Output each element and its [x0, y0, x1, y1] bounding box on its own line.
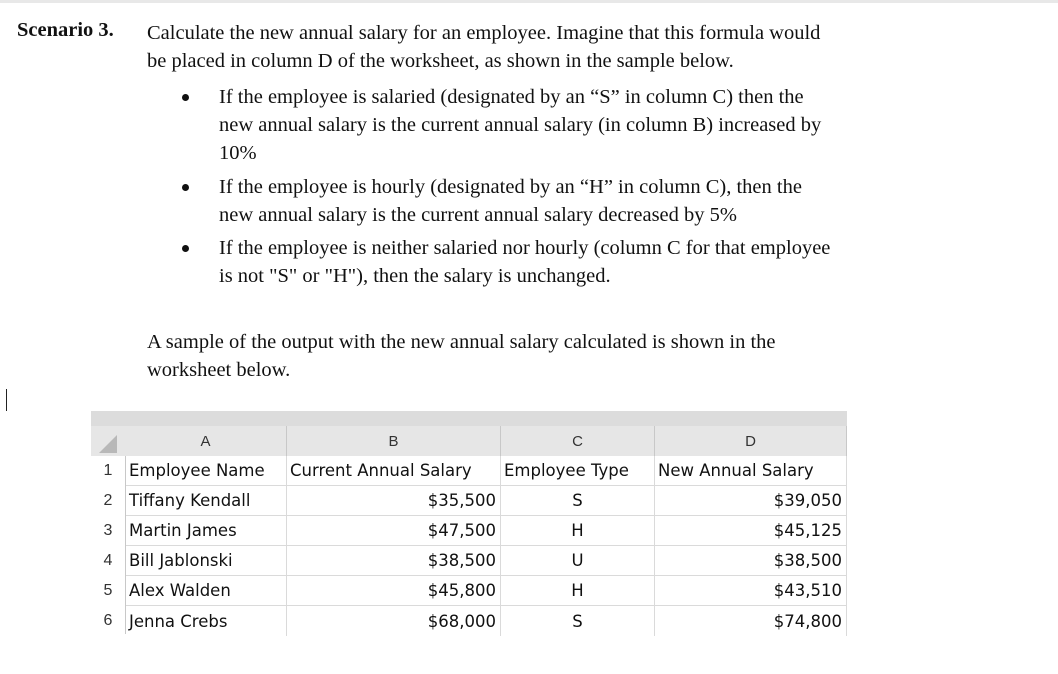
intro-paragraph — [147, 19, 820, 75]
cell-current-salary[interactable]: $47,500 — [287, 516, 501, 546]
cell-new-salary[interactable]: $45,125 — [655, 516, 847, 546]
bullet-line: new annual salary is the current annual salary (in column B) increased by — [219, 114, 822, 136]
bullet-dot-icon — [182, 94, 189, 101]
scenario-label: Scenario 3. — [17, 19, 114, 41]
cell-employee-name[interactable]: Bill Jablonski — [126, 546, 287, 576]
cell-employee-type[interactable]: H — [501, 576, 655, 606]
cell-employee-type[interactable]: S — [501, 606, 655, 636]
column-header-a[interactable]: A — [125, 426, 287, 456]
header-cell-current[interactable]: Current Annual Salary — [287, 456, 501, 486]
cell-current-salary[interactable]: $45,800 — [287, 576, 501, 606]
row-header-1[interactable]: 1 — [91, 456, 125, 486]
top-border — [0, 0, 1058, 3]
cell-new-salary[interactable]: $38,500 — [655, 546, 847, 576]
bullet-line: If the employee is neither salaried nor hourly (column C for that employee — [219, 237, 831, 259]
row-header-2[interactable]: 2 — [91, 486, 125, 516]
cell-new-salary[interactable]: $74,800 — [655, 606, 847, 636]
bullet-line: is not "S" or "H"), then the salary is unchanged. — [219, 265, 611, 287]
bullet-hourly — [219, 173, 802, 229]
sample-line: worksheet below. — [147, 359, 291, 381]
bullet-dot-icon — [182, 184, 189, 191]
cell-employee-type[interactable]: U — [501, 546, 655, 576]
select-all-triangle-icon — [99, 435, 117, 453]
cell-employee-name[interactable]: Jenna Crebs — [126, 606, 287, 636]
bullet-line: If the employee is hourly (designated by an “H” in column C), then the — [219, 176, 802, 198]
row-header-6[interactable]: 6 — [91, 606, 125, 636]
bullet-salaried — [219, 83, 821, 167]
text-cursor — [6, 389, 7, 411]
intro-line: be placed in column D of the worksheet, as shown in the sample below. — [147, 50, 734, 72]
header-cell-type[interactable]: Employee Type — [501, 456, 655, 486]
worksheet-top-bar — [91, 411, 847, 426]
cell-new-salary[interactable]: $43,510 — [655, 576, 847, 606]
sample-paragraph — [147, 328, 776, 384]
cell-new-salary[interactable]: $39,050 — [655, 486, 847, 516]
header-cell-name[interactable]: Employee Name — [126, 456, 287, 486]
worksheet — [91, 411, 847, 634]
column-header-c[interactable]: C — [501, 426, 655, 456]
bullet-line: If the employee is salaried (designated by an “S” in column C) then the — [219, 86, 804, 108]
column-header-d[interactable]: D — [655, 426, 847, 456]
row-header-5[interactable]: 5 — [91, 576, 125, 606]
cell-current-salary[interactable]: $68,000 — [287, 606, 501, 636]
cell-employee-name[interactable]: Martin James — [126, 516, 287, 546]
bullet-other — [219, 234, 830, 290]
intro-line: Calculate the new annual salary for an employee. Imagine that this formula would — [147, 22, 821, 44]
header-cell-new[interactable]: New Annual Salary — [655, 456, 847, 486]
row-header-4[interactable]: 4 — [91, 546, 125, 576]
cell-employee-type[interactable]: S — [501, 486, 655, 516]
cell-current-salary[interactable]: $38,500 — [287, 546, 501, 576]
cell-employee-type[interactable]: H — [501, 516, 655, 546]
bullet-dot-icon — [182, 245, 189, 252]
column-header-b[interactable]: B — [287, 426, 501, 456]
cell-employee-name[interactable]: Tiffany Kendall — [126, 486, 287, 516]
cell-current-salary[interactable]: $35,500 — [287, 486, 501, 516]
bullet-line: 10% — [219, 142, 257, 164]
sample-line: A sample of the output with the new annual salary calculated is shown in the — [147, 331, 776, 353]
bullet-line: new annual salary is the current annual salary decreased by 5% — [219, 204, 737, 226]
row-header-3[interactable]: 3 — [91, 516, 125, 546]
cell-employee-name[interactable]: Alex Walden — [126, 576, 287, 606]
